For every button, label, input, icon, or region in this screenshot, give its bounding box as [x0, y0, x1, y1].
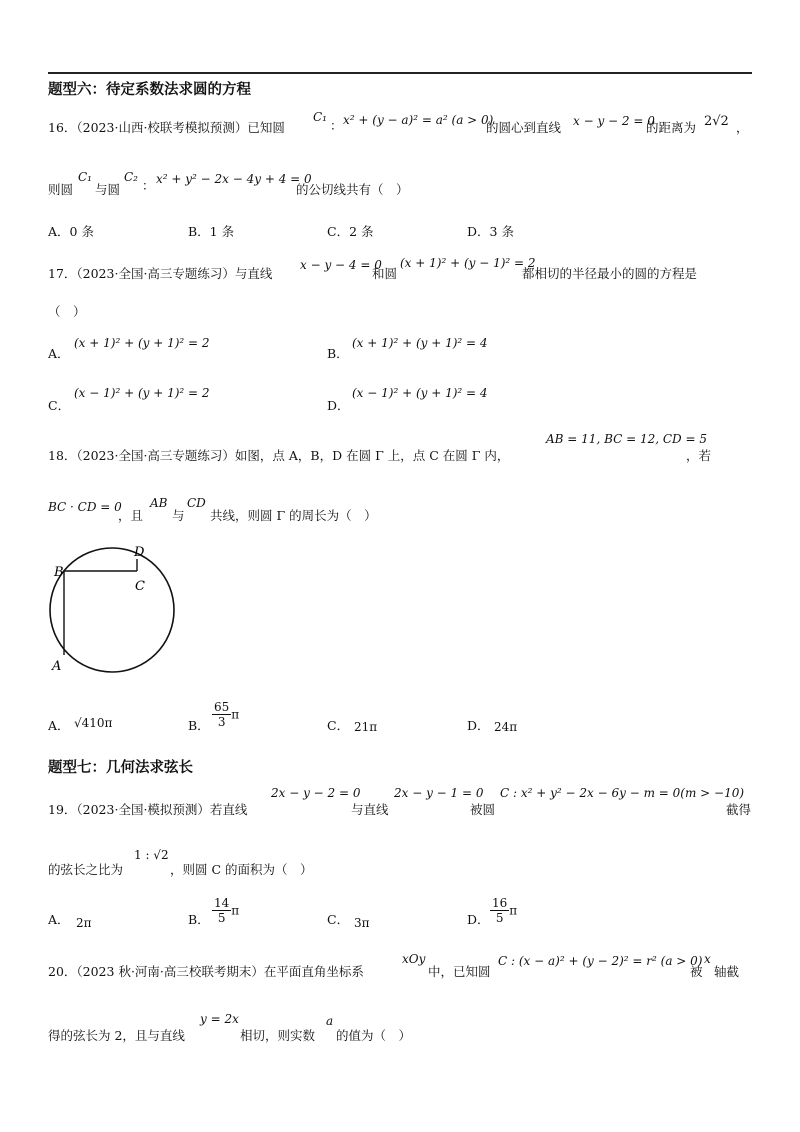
q17-line: x − y − 4 = 0 — [300, 258, 382, 272]
q17-option-a[interactable]: (x + 1)² + (y + 1)² = 2 — [74, 336, 210, 350]
label-b: B — [54, 565, 64, 580]
q17-option-d-label[interactable]: D． — [327, 398, 350, 413]
q19-text2: 与直线 — [351, 802, 389, 817]
q17-source: （2023·全国·高三专题练习）与直线 — [76, 266, 273, 281]
q19-text4: 截得 — [726, 802, 752, 817]
q16-text4: 则圆 — [48, 182, 74, 197]
q19-option-d[interactable]: $\frac{16}{5}$ — [492, 896, 508, 925]
q16-text5: 与圆 — [95, 182, 121, 197]
q19-source: （2023·全国·模拟预测）若直线 — [76, 802, 248, 817]
q16-distance: 2√2 — [704, 114, 729, 129]
q20-text6: 相切，则实数 — [240, 1028, 316, 1043]
q19-option-b[interactable]: $\frac{14}{5}$ — [214, 896, 230, 925]
q16-text2: 的圆心到直线 — [486, 120, 562, 135]
q16-colon: ： — [330, 118, 343, 133]
q18-option-a[interactable]: √410π — [74, 716, 113, 730]
q20-source: （2023 秋·河南·高三校联考期末）在平面直角坐标系 — [76, 964, 364, 979]
q19-text3: 被圆 — [470, 802, 496, 817]
q20-text5: 得的弦长为 2，且与直线 — [48, 1028, 185, 1043]
q16-source: （2023·山西·校联考模拟预测）已知圆 — [76, 120, 285, 135]
q19-text5: 的弦长之比为 — [48, 862, 124, 877]
q17-text3: 都相切的半径最小的圆的方程是 — [522, 266, 698, 281]
q16-number: 16． — [48, 120, 77, 135]
q20-text2: 中，已知圆 — [428, 964, 491, 979]
q16-eq1: x² + (y − a)² = a² (a > 0) — [343, 113, 494, 127]
section-heading-7: 题型七：几何法求弦长 — [48, 760, 193, 776]
q20-xoy: xOy — [402, 952, 426, 966]
q16-line: x − y − 2 = 0 — [573, 114, 655, 128]
q17-option-b-label[interactable]: B． — [327, 346, 349, 361]
q17-option-d[interactable]: (x − 1)² + (y + 1)² = 4 — [352, 386, 488, 400]
label-d: D — [134, 545, 145, 560]
q16-text6: 的公切线共有（ ） — [296, 182, 409, 197]
q20-text7: 的值为（ ） — [336, 1028, 412, 1043]
label-a: A — [52, 659, 62, 674]
q17-circle: (x + 1)² + (y − 1)² = 2 — [400, 256, 536, 270]
q18-condition: AB = 11, BC = 12, CD = 5 — [546, 432, 707, 446]
q18-source: （2023·全国·高三专题练习）如图，点 A，B，D 在圆 Γ 上，点 C 在圆 Γ 内， — [76, 448, 510, 463]
q16-c1: C₁ — [313, 110, 327, 124]
q17-option-a-label[interactable]: A． — [48, 346, 70, 361]
q16-text3: 的距离为 — [646, 120, 697, 135]
q19-option-d-label[interactable]: D． — [467, 912, 490, 927]
q18-option-d[interactable]: 24π — [494, 720, 518, 734]
q16-option-b[interactable]: B．1 条 — [188, 224, 235, 239]
section-heading-6: 题型六：待定系数法求圆的方程 — [48, 82, 251, 98]
q18-dot-product: BC · CD = 0 — [48, 500, 122, 514]
q19-ratio: 1 : √2 — [134, 848, 169, 862]
q19-option-a-label[interactable]: A． — [48, 912, 70, 927]
q20-line: y = 2x — [200, 1012, 239, 1026]
q16-c1-second: C₁ — [78, 170, 92, 184]
q20-number: 20． — [48, 964, 77, 979]
q20-text3: 被 — [690, 964, 703, 979]
q18-option-b[interactable]: $\frac{65}{3}$ — [214, 700, 230, 729]
q19-line1: 2x − y − 2 = 0 — [271, 786, 361, 800]
q16-option-c[interactable]: C．2 条 — [327, 224, 374, 239]
q17-option-c[interactable]: (x − 1)² + (y + 1)² = 2 — [74, 386, 210, 400]
q19-option-a[interactable]: 2π — [76, 916, 92, 930]
q20-text4: 轴截 — [714, 964, 740, 979]
q18-option-c[interactable]: 21π — [354, 720, 378, 734]
q18-number: 18． — [48, 448, 77, 463]
q20-x: x — [704, 952, 711, 966]
q17-option-c-label[interactable]: C． — [48, 398, 71, 413]
q16-comma: ， — [736, 120, 749, 135]
label-c: C — [135, 579, 145, 594]
q16-option-a[interactable]: A．0 条 — [48, 224, 94, 239]
q18-option-c-label[interactable]: C． — [327, 718, 350, 733]
q18-text3: 与 — [172, 508, 185, 523]
q19-option-b-label[interactable]: B． — [188, 912, 210, 927]
circle-gamma — [50, 548, 174, 672]
q19-number: 19． — [48, 802, 77, 817]
q19-text6: ，则圆 C 的面积为（ ） — [170, 862, 313, 877]
q16-eq2: x² + y² − 2x − 4y + 4 = 0 — [156, 172, 312, 186]
q18-vector-cd: CD — [187, 496, 206, 510]
q18-option-b-label[interactable]: B． — [188, 718, 210, 733]
q18-option-d-label[interactable]: D． — [467, 718, 490, 733]
q18-figure — [40, 540, 190, 680]
q17-number: 17． — [48, 266, 77, 281]
q19-line2: 2x − y − 1 = 0 — [394, 786, 484, 800]
q18-ruo: ，若 — [686, 448, 712, 463]
q19-option-c-label[interactable]: C． — [327, 912, 350, 927]
q19-circle: C : x² + y² − 2x − 6y − m = 0(m > −10) — [500, 786, 745, 800]
top-rule — [48, 72, 752, 74]
q16-option-d[interactable]: D．3 条 — [467, 224, 514, 239]
q16-colon2: ： — [142, 178, 155, 193]
q18-text4: 共线，则圆 Γ 的周长为（ ） — [210, 508, 377, 523]
q17-paren: （ ） — [48, 304, 86, 319]
q20-circle: C : (x − a)² + (y − 2)² = r² (a > 0) — [498, 954, 703, 968]
q18-vector-ab: AB — [150, 496, 168, 510]
q20-a: a — [326, 1014, 334, 1028]
q17-text2: 和圆 — [372, 266, 398, 281]
q17-option-b[interactable]: (x + 1)² + (y + 1)² = 4 — [352, 336, 488, 350]
q16-c2: C₂ — [124, 170, 138, 184]
q19-option-c[interactable]: 3π — [354, 916, 370, 930]
q18-text2: ，且 — [118, 508, 144, 523]
q18-option-a-label[interactable]: A． — [48, 718, 70, 733]
